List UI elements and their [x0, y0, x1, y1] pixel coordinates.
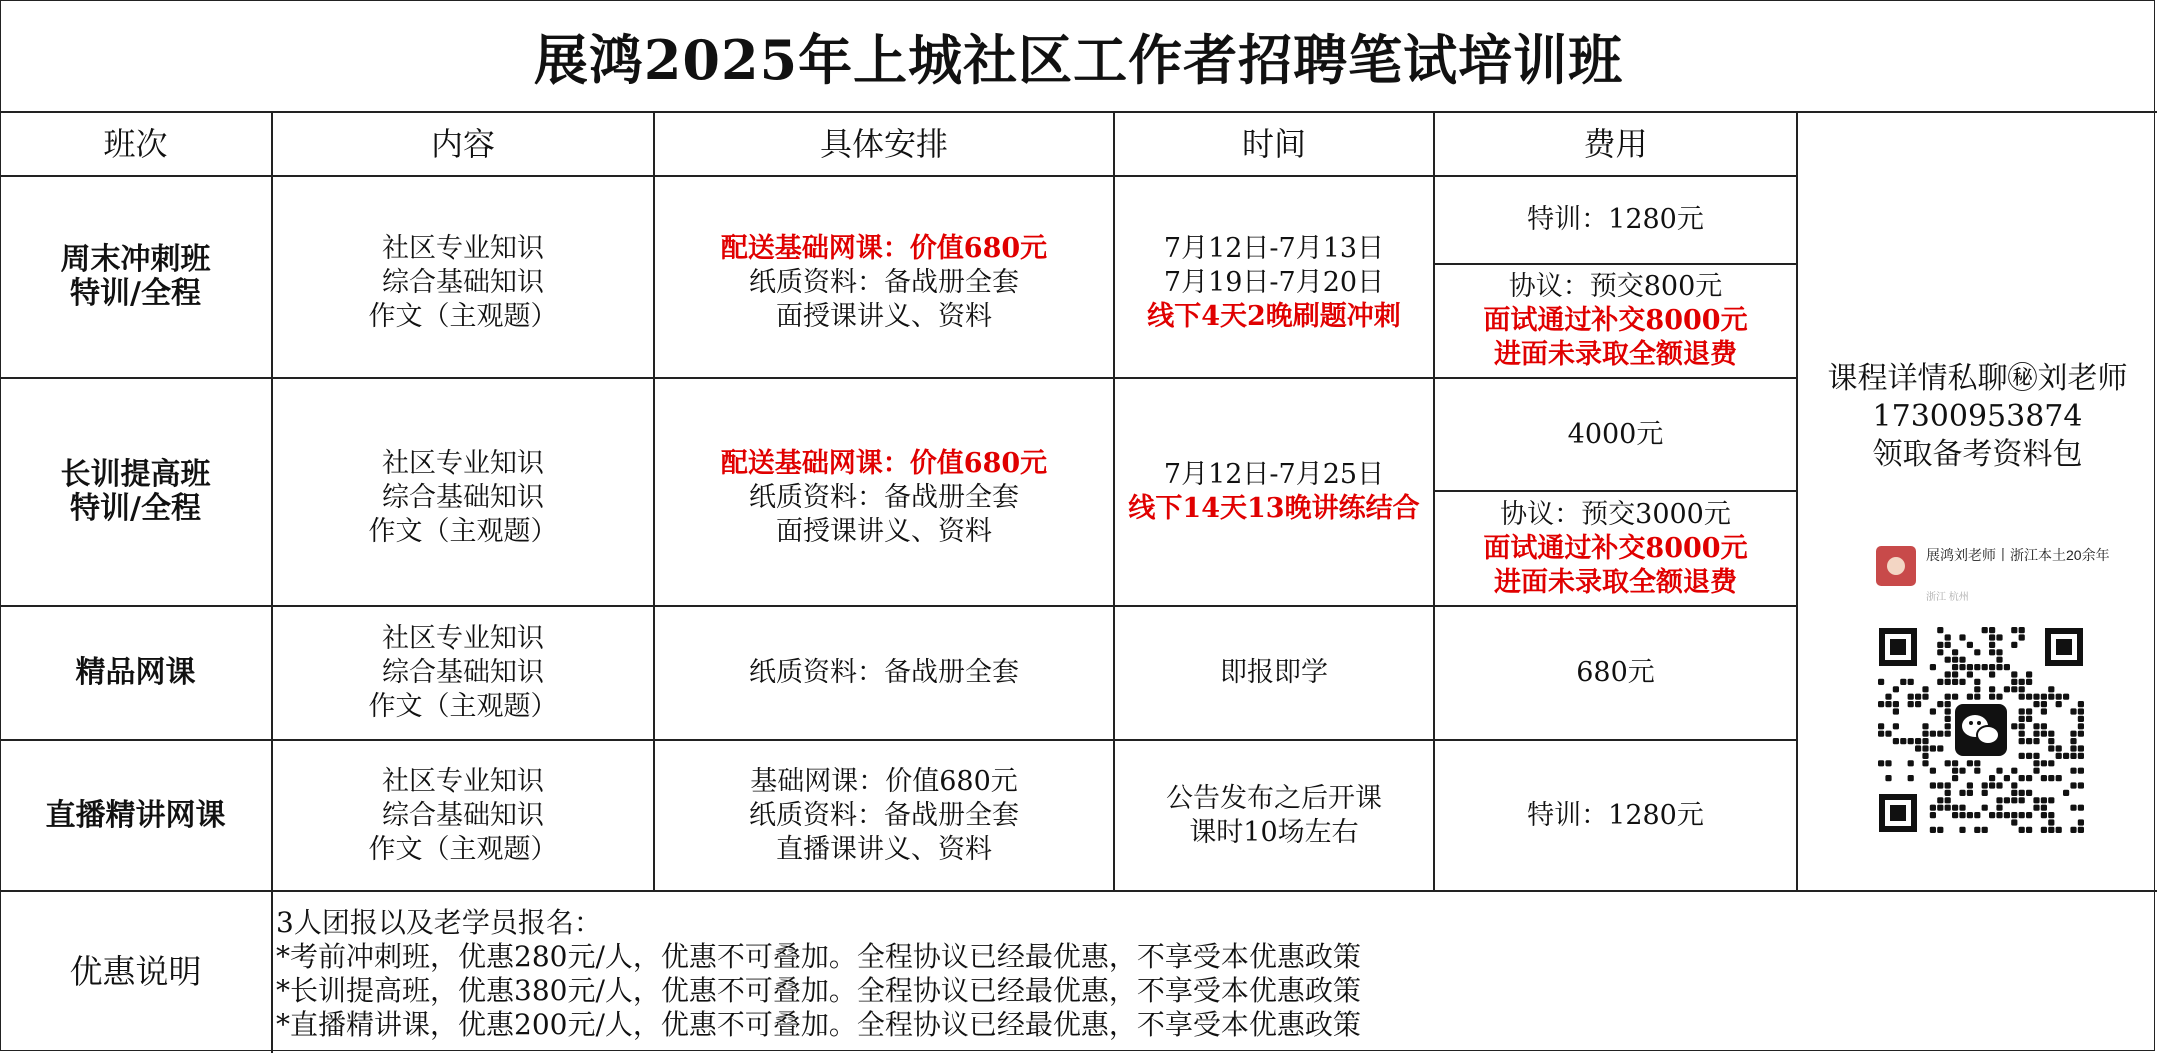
- fee-line: 协议：预交800元: [1508, 271, 1723, 302]
- fee-highlight: 面试通过补交8000元: [1483, 532, 1748, 564]
- time-line: 课时10场左右: [1189, 816, 1359, 848]
- header-arrangement: 具体安排: [819, 125, 948, 163]
- arrangement-line: 直播课讲义、资料: [776, 833, 992, 865]
- contact-line: 课程详情私聊㊙刘老师: [1827, 361, 2128, 396]
- time-line: 7月19日-7月20日: [1163, 267, 1385, 298]
- content-line: 综合基础知识: [382, 799, 544, 831]
- discount-line: *长训提高班，优惠380元/人，优惠不可叠加。全程协议已经最优惠，不享受本优惠政策: [276, 974, 1361, 1007]
- content-cell: [273, 741, 653, 890]
- page-title: 展鸿2025年上城社区工作者招聘笔试培训班: [533, 27, 1624, 92]
- divider: [0, 890, 2157, 892]
- wechat-icon: [1955, 704, 2007, 756]
- wechat-name: 展鸿刘老师丨浙江本土20余年: [1926, 547, 2110, 563]
- class-name-line: 直播精讲网课: [45, 797, 226, 833]
- arrangement-line: 面授课讲义、资料: [776, 516, 992, 547]
- arrangement-cell: [655, 607, 1113, 739]
- class-name: [0, 177, 271, 377]
- discount-line: *直播精讲课，优惠200元/人，优惠不可叠加。全程协议已经最优惠，不享受本优惠政策: [276, 1008, 1361, 1041]
- time-line: 7月12日-7月25日: [1163, 459, 1385, 490]
- content-cell: [273, 177, 653, 377]
- fee-top-cell: [1435, 177, 1796, 263]
- content-cell: [273, 379, 653, 605]
- fee-top-cell: [1435, 379, 1796, 490]
- class-name: [0, 379, 271, 605]
- class-name-line: 特训/全程: [70, 491, 201, 526]
- discount-line: 3人团报以及老学员报名：: [276, 906, 602, 939]
- class-name-line: 周末冲刺班: [60, 242, 211, 277]
- content-line: 社区专业知识: [382, 448, 544, 479]
- content-line: 综合基础知识: [382, 267, 544, 298]
- content-line: 作文（主观题）: [368, 301, 558, 332]
- arrangement-highlight: 配送基础网课：价值680元: [720, 233, 1048, 264]
- time-cell: [1115, 741, 1433, 890]
- time-line: 即报即学: [1220, 657, 1328, 688]
- arrangement-line: 基础网课：价值680元: [750, 765, 1018, 797]
- arrangement-cell: [655, 741, 1113, 890]
- discount-label: 优惠说明: [69, 952, 202, 991]
- time-highlight: 线下4天2晚刷题冲刺: [1147, 301, 1401, 332]
- divider: [1796, 111, 1798, 891]
- discount-text: [276, 906, 1876, 1042]
- qr-code: [1877, 626, 2085, 834]
- header-time: 时间: [1241, 125, 1306, 163]
- fee-highlight: 进面未录取全额退费: [1494, 566, 1737, 598]
- fee-bottom-cell: [1435, 265, 1796, 377]
- fee-line: 4000元: [1567, 418, 1664, 450]
- fee-line: 特训：1280元: [1527, 204, 1704, 235]
- wechat-card: [1876, 544, 2116, 604]
- header-fee: 费用: [1583, 125, 1648, 163]
- fee-highlight: 面试通过补交8000元: [1483, 305, 1748, 336]
- content-line: 综合基础知识: [382, 482, 544, 513]
- class-name-line: 长训提高班: [60, 457, 211, 492]
- content-cell: [273, 607, 653, 739]
- contact-phone: 17300953874: [1872, 399, 2083, 434]
- arrangement-line: 纸质资料：备战册全套: [749, 482, 1019, 513]
- content-line: 社区专业知识: [382, 765, 544, 797]
- class-name: [0, 607, 271, 739]
- avatar: [1876, 546, 1916, 586]
- time-line: 7月12日-7月13日: [1163, 233, 1385, 264]
- content-line: 作文（主观题）: [368, 691, 558, 722]
- fee-highlight: 进面未录取全额退费: [1494, 339, 1737, 370]
- class-name: [0, 741, 271, 890]
- header-class: 班次: [103, 125, 168, 163]
- arrangement-line: 纸质资料：备战册全套: [749, 267, 1019, 298]
- arrangement-highlight: 配送基础网课：价值680元: [720, 448, 1048, 479]
- time-highlight: 线下14天13晚讲练结合: [1128, 493, 1420, 524]
- content-line: 作文（主观题）: [368, 516, 558, 547]
- content-line: 社区专业知识: [382, 233, 544, 264]
- header-content: 内容: [430, 125, 495, 163]
- content-line: 作文（主观题）: [368, 833, 558, 865]
- fee-line: 680元: [1576, 657, 1655, 688]
- discount-line: *考前冲刺班，优惠280元/人，优惠不可叠加。全程协议已经最优惠，不享受本优惠政策: [276, 940, 1361, 973]
- content-line: 综合基础知识: [382, 657, 544, 688]
- class-name-line: 精品网课: [75, 655, 196, 690]
- fee-line: 特训：1280元: [1527, 799, 1704, 831]
- time-cell: [1115, 607, 1433, 739]
- time-cell: [1115, 379, 1433, 605]
- arrangement-cell: [655, 177, 1113, 377]
- fee-bottom-cell: [1435, 492, 1796, 605]
- fee-cell: [1435, 741, 1796, 890]
- arrangement-line: 纸质资料：备战册全套: [749, 799, 1019, 831]
- time-cell: [1115, 177, 1433, 377]
- content-line: 社区专业知识: [382, 623, 544, 654]
- class-name-line: 特训/全程: [70, 276, 201, 311]
- arrangement-line: 纸质资料：备战册全套: [749, 657, 1019, 688]
- arrangement-cell: [655, 379, 1113, 605]
- fee-line: 协议：预交3000元: [1500, 498, 1731, 530]
- time-line: 公告发布之后开课: [1166, 782, 1382, 814]
- arrangement-line: 面授课讲义、资料: [776, 301, 992, 332]
- contact-line: 领取备考资料包: [1872, 437, 2083, 472]
- contact-block: [1798, 360, 2157, 474]
- fee-cell: [1435, 607, 1796, 739]
- wechat-location: 浙江 杭州: [1926, 592, 1969, 603]
